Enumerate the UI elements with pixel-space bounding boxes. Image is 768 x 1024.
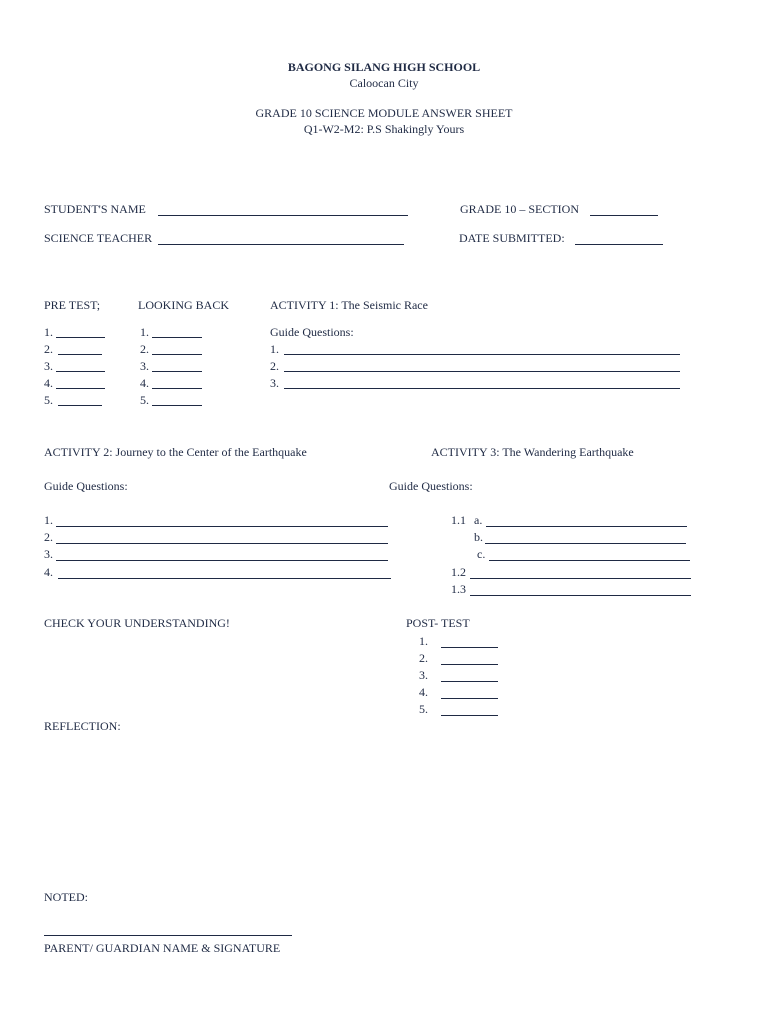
activity3-q1-b-field[interactable] — [485, 543, 686, 544]
section-field[interactable] — [590, 215, 658, 216]
science-teacher-field[interactable] — [158, 244, 404, 245]
activity2-guide-label: Guide Questions: — [44, 479, 128, 493]
activity2-item-number: 1. — [44, 513, 53, 527]
activity2-item-number: 3. — [44, 547, 53, 561]
activity3-q1-c-field[interactable] — [489, 560, 690, 561]
student-name-field[interactable] — [158, 215, 408, 216]
looking-back-answer-field[interactable] — [152, 371, 202, 372]
pretest-answer-field[interactable] — [56, 388, 105, 389]
looking-back-item-number: 1. — [140, 325, 149, 339]
looking-back-answer-field[interactable] — [152, 388, 202, 389]
sheet-title: GRADE 10 SCIENCE MODULE ANSWER SHEET — [255, 106, 513, 120]
school-name: BAGONG SILANG HIGH SCHOOL — [287, 60, 481, 74]
activity1-item-number: 3. — [270, 376, 279, 390]
activity2-item-number: 4. — [44, 565, 53, 579]
looking-back-answer-field[interactable] — [152, 405, 202, 406]
reflection-heading: REFLECTION: — [44, 719, 121, 733]
school-city: Caloocan City — [349, 76, 419, 90]
activity2-item-number: 2. — [44, 530, 53, 544]
pretest-item-number: 2. — [44, 342, 53, 356]
posttest-answer-field[interactable] — [441, 698, 498, 699]
looking-back-item-number: 3. — [140, 359, 149, 373]
date-submitted-field[interactable] — [575, 244, 663, 245]
looking-back-item-number: 4. — [140, 376, 149, 390]
posttest-item-number: 1. — [419, 634, 428, 648]
pretest-item-number: 1. — [44, 325, 53, 339]
activity1-guide-label: Guide Questions: — [270, 325, 354, 339]
guardian-signature-label: PARENT/ GUARDIAN NAME & SIGNATURE — [44, 941, 281, 955]
activity2-answer-field[interactable] — [56, 543, 388, 544]
activity3-q1-a-field[interactable] — [486, 526, 687, 527]
activity3-q1-c-label: c. — [477, 547, 486, 561]
pretest-heading: PRE TEST; — [44, 298, 101, 312]
activity3-q1-a-label: a. — [474, 513, 483, 527]
posttest-heading: POST- TEST — [406, 616, 470, 630]
check-understanding-heading: CHECK YOUR UNDERSTANDING! — [44, 616, 230, 630]
posttest-answer-field[interactable] — [441, 681, 498, 682]
pretest-answer-field[interactable] — [56, 371, 105, 372]
activity2-answer-field[interactable] — [58, 578, 391, 579]
posttest-item-number: 5. — [419, 702, 428, 716]
looking-back-answer-field[interactable] — [152, 337, 202, 338]
looking-back-item-number: 2. — [140, 342, 149, 356]
activity1-item-number: 1. — [270, 342, 279, 356]
activity3-q1-number: 1.1 — [451, 513, 466, 527]
activity1-item-number: 2. — [270, 359, 279, 373]
activity3-q2-field[interactable] — [470, 578, 691, 579]
student-name-label: STUDENT'S NAME — [44, 202, 146, 216]
posttest-item-number: 4. — [419, 685, 428, 699]
posttest-answer-field[interactable] — [441, 664, 498, 665]
activity1-answer-field[interactable] — [284, 354, 680, 355]
noted-label: NOTED: — [44, 890, 88, 904]
activity2-answer-field[interactable] — [56, 526, 388, 527]
activity3-q3-field[interactable] — [470, 595, 691, 596]
activity3-q1-b-label: b. — [474, 530, 483, 544]
activity3-q3-number: 1.3 — [451, 582, 466, 596]
looking-back-heading: LOOKING BACK — [138, 298, 229, 312]
activity1-answer-field[interactable] — [284, 388, 680, 389]
science-teacher-label: SCIENCE TEACHER — [44, 231, 153, 245]
looking-back-item-number: 5. — [140, 393, 149, 407]
pretest-item-number: 5. — [44, 393, 53, 407]
guardian-signature-field[interactable] — [44, 935, 292, 936]
pretest-item-number: 3. — [44, 359, 53, 373]
activity3-heading: ACTIVITY 3: The Wandering Earthquake — [431, 445, 634, 459]
posttest-answer-field[interactable] — [441, 647, 498, 648]
activity1-answer-field[interactable] — [284, 371, 680, 372]
pretest-answer-field[interactable] — [58, 354, 102, 355]
posttest-item-number: 2. — [419, 651, 428, 665]
activity1-heading: ACTIVITY 1: The Seismic Race — [270, 298, 428, 312]
activity2-heading: ACTIVITY 2: Journey to the Center of the Earthquake — [44, 445, 307, 459]
grade-section-label: GRADE 10 – SECTION — [460, 202, 579, 216]
pretest-answer-field[interactable] — [56, 337, 105, 338]
pretest-answer-field[interactable] — [58, 405, 102, 406]
posttest-item-number: 3. — [419, 668, 428, 682]
posttest-answer-field[interactable] — [441, 715, 498, 716]
looking-back-answer-field[interactable] — [152, 354, 202, 355]
activity3-q2-number: 1.2 — [451, 565, 466, 579]
module-subtitle: Q1-W2-M2: P.S Shakingly Yours — [303, 122, 465, 136]
activity2-answer-field[interactable] — [56, 560, 388, 561]
date-submitted-label: DATE SUBMITTED: — [459, 231, 565, 245]
activity3-guide-label: Guide Questions: — [389, 479, 473, 493]
pretest-item-number: 4. — [44, 376, 53, 390]
